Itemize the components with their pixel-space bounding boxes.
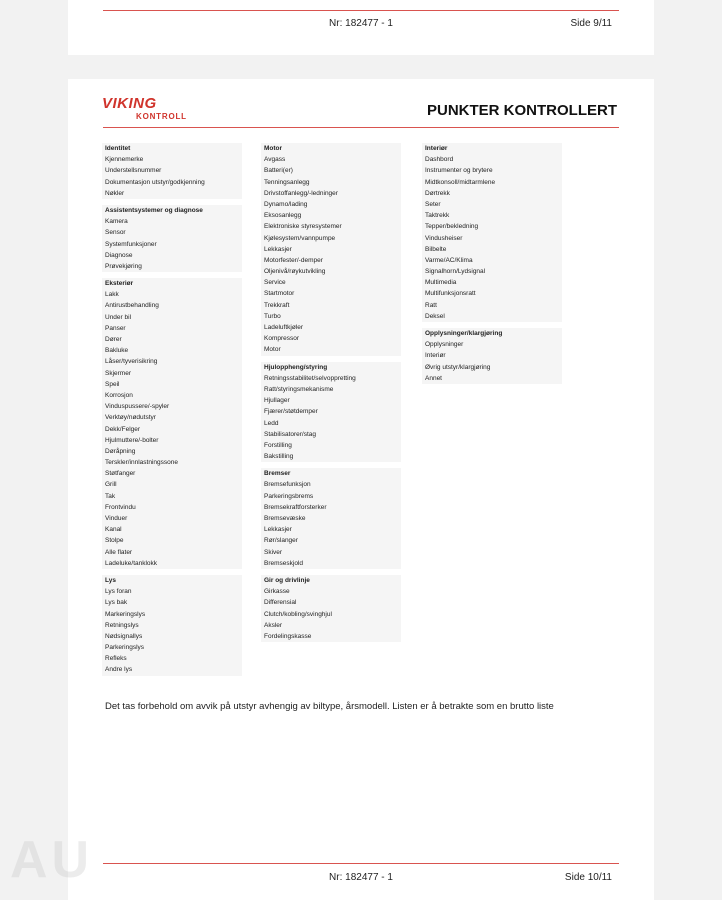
checklist-item: Varme/AC/Klima — [425, 256, 473, 264]
checklist-section — [102, 278, 242, 569]
previous-page — [68, 0, 654, 55]
checklist-item: Kjølesystem/vannpumpe — [264, 234, 336, 242]
checklist-item: Dashbord — [425, 156, 454, 164]
checklist-section — [422, 328, 562, 384]
checklist-section — [102, 143, 242, 199]
checklist-section — [261, 143, 401, 356]
checklist-item: Frontvindu — [105, 503, 136, 511]
section-heading: Interiør — [425, 145, 448, 152]
section-heading: Opplysninger/klargjøring — [425, 330, 503, 337]
checklist-item: Andre lys — [105, 666, 133, 674]
checklist-item: Dynamo/lading — [264, 200, 308, 208]
checklist-item: Ladeluke/tanklokk — [105, 559, 158, 567]
checklist-section — [261, 362, 401, 463]
checklist-item: Ladeluftkjøler — [264, 324, 304, 331]
checklist-item: Batteri(er) — [264, 167, 293, 175]
checklist-item: Instrumenter og brytere — [425, 167, 493, 175]
checklist-item: Stolpe — [105, 537, 124, 545]
checklist-item: Forstilling — [264, 441, 292, 449]
checklist-item: Tenningsanlegg — [264, 178, 310, 186]
checklist-section — [422, 143, 562, 322]
checklist-item: Bremseskjold — [264, 559, 304, 567]
footer-page-number: Side 10/11 — [564, 872, 612, 883]
checklist-item: Hjulmuttere/-bolter — [105, 436, 159, 444]
section-heading: Eksteriør — [105, 280, 134, 288]
checklist-item: Tak — [105, 492, 116, 500]
checklist-item: Grill — [105, 481, 117, 489]
checklist-item: Bilbelte — [425, 245, 447, 253]
checklist-section — [102, 575, 242, 676]
header-divider — [103, 127, 619, 128]
checklist-item: Skjermer — [105, 369, 132, 377]
checklist-item: Retningslys — [105, 621, 139, 629]
checklist-item: Differensial — [264, 599, 297, 607]
disclaimer-note: Det tas forbehold om avvik på utstyr avhengig av biltype, årsmodell. Listen er å betrakte som en brutto liste — [105, 701, 554, 712]
checklist-item: Motor — [264, 346, 281, 354]
current-page — [68, 79, 654, 900]
checklist-item: Lys bak — [105, 599, 128, 607]
checklist-column-1 — [102, 143, 242, 682]
checklist-item: Bakluke — [105, 347, 129, 355]
checklist-item: Verktøy/nødutstyr — [105, 414, 156, 422]
checklist-item: Lekkasjer — [264, 526, 292, 534]
checklist-item: Ratt/styringsmekanisme — [264, 385, 334, 393]
watermark-logo: AU — [10, 831, 94, 889]
checklist-item: Dørtrekk — [425, 189, 450, 197]
logo-sub-text: KONTROLL — [136, 112, 187, 121]
checklist-item: Systemfunksjoner — [105, 240, 157, 248]
checklist-item: Kanal — [105, 526, 122, 534]
checklist-item: Støtfanger — [105, 470, 136, 478]
checklist-item: Fjærer/støtdemper — [264, 408, 318, 416]
checklist-item: Startmotor — [264, 290, 295, 298]
checklist-item: Alle flater — [105, 548, 133, 556]
checklist-item: Dokumentasjon utstyr/godkjenning — [105, 178, 205, 186]
footer-report-number: Nr: 182477 - 1 — [329, 872, 393, 883]
checklist-item: Motorfester/-demper — [264, 256, 323, 264]
checklist-item: Dekk/Felger — [105, 425, 141, 433]
logo-main-text: VIKING — [102, 95, 157, 112]
checklist-item: Service — [264, 279, 286, 287]
checklist-item: Bremsefunksjon — [264, 481, 311, 489]
checklist-item: Hjullager — [264, 397, 290, 405]
checklist-item: Sensor — [105, 229, 126, 237]
checklist-item: Nøkler — [105, 189, 125, 197]
checklist-item: Trekkraft — [264, 301, 290, 309]
checklist-item: Kamera — [105, 218, 128, 226]
checklist-item: Clutch/kobling/svinghjul — [264, 610, 332, 618]
section-heading: Hjuloppheng/styring — [264, 363, 328, 371]
checklist-section — [261, 575, 401, 642]
checklist-item: Kjennemerke — [105, 156, 144, 164]
checklist-item: Tepper/bekledning — [425, 223, 479, 231]
checklist-item: Bakstilling — [264, 453, 294, 461]
page-title: PUNKTER KONTROLLERT — [427, 102, 617, 119]
checklist-item: Taktrekk — [425, 212, 450, 220]
checklist-item: Korrosjon — [105, 391, 133, 399]
checklist-item: Drivstoffanlegg/-ledninger — [264, 189, 338, 197]
checklist-item: Fordelingskasse — [264, 632, 312, 640]
checklist-item: Parkeringslys — [105, 644, 145, 652]
checklist-item: Kompressor — [264, 335, 300, 343]
checklist-item: Bremsevæske — [264, 515, 306, 522]
checklist-item: Refleks — [105, 655, 127, 663]
checklist-item: Lekkasjer — [264, 245, 292, 253]
checklist-item: Retningsstabilitet/selvoppretting — [264, 374, 356, 382]
checklist-item: Multifunksjonsratt — [425, 290, 476, 298]
checklist-item: Oljenivå/røykutvikling — [264, 268, 326, 276]
section-heading: Assistentsystemer og diagnose — [105, 206, 203, 214]
checklist-item: Avgass — [264, 156, 286, 164]
checklist-item: Understellsnummer — [105, 167, 162, 175]
checklist-item: Terskler/innlastningssone — [105, 459, 178, 467]
checklist-item: Panser — [105, 324, 126, 332]
footer-divider — [103, 863, 619, 864]
checklist-item: Signalhorn/Lydsignal — [425, 268, 486, 276]
checklist-item: Øvrig utstyr/klargjøring — [425, 363, 491, 371]
section-heading: Lys — [105, 576, 116, 584]
checklist-item: Under bil — [105, 313, 132, 321]
section-heading: Motor — [264, 145, 283, 152]
checklist-item: Parkeringsbrems — [264, 492, 314, 500]
section-heading: Identitet — [105, 145, 131, 152]
checklist-section — [102, 205, 242, 272]
checklist-item: Vindusheiser — [425, 234, 463, 242]
checklist-item: Diagnose — [105, 251, 133, 259]
checklist-item: Antirustbehandling — [105, 302, 159, 310]
checklist-item: Eksosanlegg — [264, 212, 302, 220]
checklist-section — [261, 468, 401, 569]
checklist-item: Markeringslys — [105, 610, 146, 618]
footer-report-number: Nr: 182477 - 1 — [329, 18, 393, 29]
checklist-item: Multimedia — [425, 279, 457, 287]
footer-divider — [103, 10, 619, 11]
checklist-item: Dører — [105, 336, 122, 343]
checklist-item: Ratt — [425, 301, 437, 309]
checklist-item: Deksel — [425, 312, 445, 320]
checklist-item: Låser/tyverisikring — [105, 358, 158, 366]
section-heading: Bremser — [264, 470, 291, 478]
checklist-item: Lys foran — [105, 588, 132, 596]
checklist-item: Rør/slanger — [264, 537, 298, 545]
checklist-item: Midtkonsoll/midtarmlene — [425, 178, 496, 186]
checklist-item: Aksler — [264, 621, 283, 629]
section-heading: Gir og drivlinje — [264, 576, 310, 584]
checklist-item: Elektroniske styresystemer — [264, 223, 342, 231]
checklist-column-2 — [261, 143, 401, 648]
checklist-item: Turbo — [264, 312, 281, 320]
checklist-item: Bremsekraftforsterker — [264, 503, 327, 511]
checklist-item: Skiver — [264, 548, 283, 556]
footer-page-number: Side 9/11 — [570, 18, 612, 29]
checklist-item: Døråpning — [105, 447, 136, 455]
viking-logo — [102, 95, 202, 123]
checklist-item: Prøvekjøring — [105, 262, 142, 270]
checklist-item: Opplysninger — [425, 341, 464, 349]
checklist-item: Lakk — [105, 291, 119, 299]
checklist-item: Annet — [425, 374, 442, 382]
checklist-item: Interiør — [425, 352, 446, 360]
checklist-item: Girkasse — [264, 588, 290, 596]
checklist-item: Vinduspussere/-spyler — [105, 403, 170, 411]
checklist-item: Vinduer — [105, 515, 128, 522]
checklist-item: Ledd — [264, 419, 279, 427]
checklist-item: Speil — [105, 380, 120, 388]
checklist-item: Stabilisatorer/stag — [264, 430, 317, 438]
checklist-item: Nødsignallys — [105, 632, 143, 640]
checklist-column-3 — [422, 143, 562, 390]
checklist-item: Seter — [425, 200, 441, 208]
